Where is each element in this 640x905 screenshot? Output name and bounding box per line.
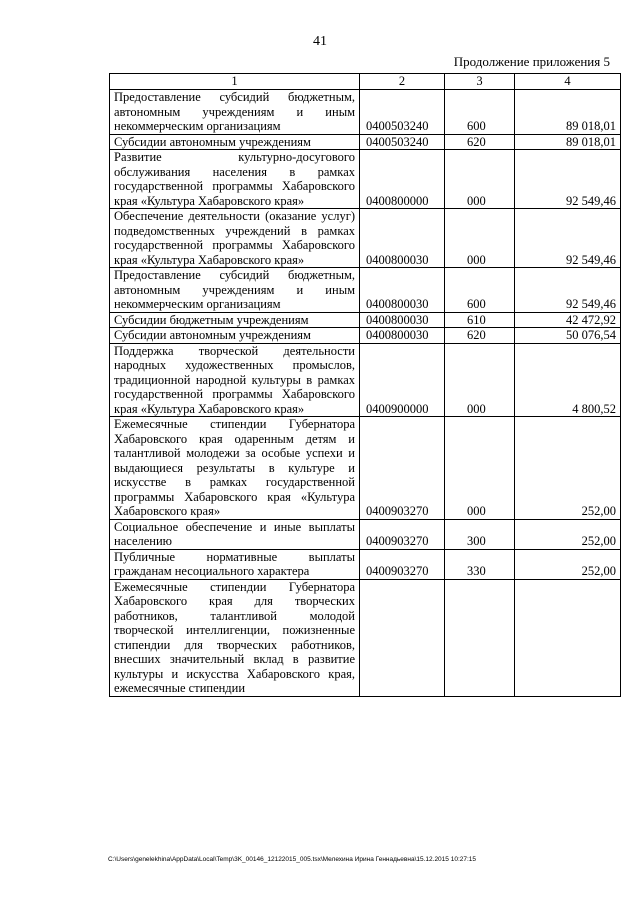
- expense-type-cell: 620: [445, 328, 515, 344]
- expense-type-cell: [445, 579, 515, 696]
- table-row: [110, 209, 621, 268]
- target-article-cell: 0400800030: [360, 328, 445, 344]
- expense-type-cell: 610: [445, 312, 515, 328]
- target-article-cell: 0400903270: [360, 549, 445, 579]
- expense-type-cell: 300: [445, 519, 515, 549]
- amount-cell: 92 549,46: [515, 150, 621, 209]
- amount-cell: 89 018,01: [515, 134, 621, 150]
- amount-cell: 252,00: [515, 519, 621, 549]
- amount-cell: 92 549,46: [515, 209, 621, 268]
- table-row: [110, 328, 621, 344]
- target-article-cell: 0400503240: [360, 90, 445, 135]
- table-row: [110, 90, 621, 135]
- row-name-cell: Поддержка творческой деятельности народных художественных промыслов, традиционной народной культуры в рамках государственной программы Хабаровского края «Культура Хабаровского края»: [110, 343, 360, 417]
- target-article-cell: 0400903270: [360, 519, 445, 549]
- table-row: [110, 417, 621, 520]
- column-header-2: 2: [360, 74, 445, 90]
- expense-type-cell: 330: [445, 549, 515, 579]
- target-article-cell: 0400903270: [360, 417, 445, 520]
- row-name-cell: Обеспечение деятельности (оказание услуг) подведомственных учреждений в рамках государственной программы Хабаровского края «Культура Хабаровского края»: [110, 209, 360, 268]
- expense-type-cell: 000: [445, 209, 515, 268]
- amount-cell: 50 076,54: [515, 328, 621, 344]
- amount-cell: 252,00: [515, 549, 621, 579]
- amount-cell: 89 018,01: [515, 90, 621, 135]
- expense-type-cell: 000: [445, 343, 515, 417]
- column-header-4: 4: [515, 74, 621, 90]
- table-row: [110, 268, 621, 313]
- row-name-cell: Субсидии бюджетным учреждениям: [110, 312, 360, 328]
- expense-type-cell: 600: [445, 268, 515, 313]
- row-name-cell: Предоставление субсидий бюджетным, автономным учреждениям и иным некоммерческим организациям: [110, 268, 360, 313]
- row-name-cell: Субсидии автономным учреждениям: [110, 328, 360, 344]
- table-row: [110, 579, 621, 696]
- target-article-cell: 0400800000: [360, 150, 445, 209]
- amount-cell: 92 549,46: [515, 268, 621, 313]
- target-article-cell: 0400800030: [360, 209, 445, 268]
- amount-cell: 4 800,52: [515, 343, 621, 417]
- row-name-cell: Социальное обеспечение и иные выплаты населению: [110, 519, 360, 549]
- expense-type-cell: 600: [445, 90, 515, 135]
- expense-type-cell: 000: [445, 417, 515, 520]
- amount-cell: 252,00: [515, 417, 621, 520]
- expense-type-cell: 620: [445, 134, 515, 150]
- appendix-continuation-note: Продолжение приложения 5: [453, 54, 610, 69]
- table-row: [110, 343, 621, 417]
- table-row: [110, 519, 621, 549]
- amount-cell: 42 472,92: [515, 312, 621, 328]
- page-number: 41: [313, 34, 327, 49]
- column-header-3: 3: [445, 74, 515, 90]
- row-name-cell: Ежемесячные стипендии Губернатора Хабаровского края для творческих работников, талантливой молодой творческой интеллигенции, пожизненные стипендии для творческих работников, внесших значительный вклад в развитие культуры и искусства Хабаровского края, ежемесячные стипендии: [110, 579, 360, 696]
- target-article-cell: 0400503240: [360, 134, 445, 150]
- budget-table: [109, 73, 621, 697]
- table-row: [110, 312, 621, 328]
- target-article-cell: 0400800030: [360, 312, 445, 328]
- target-article-cell: [360, 579, 445, 696]
- budget-table-body: [110, 74, 621, 697]
- target-article-cell: 0400800030: [360, 268, 445, 313]
- amount-cell: [515, 579, 621, 696]
- table-row: [110, 150, 621, 209]
- footer-file-path: C:\Users\genelekhina\AppData\Local\Temp\3K_00146_12122015_005.tsx\Мелехина Ирина Геннадьевна\15.12.2015 10:27:15: [108, 856, 477, 863]
- column-header-1: 1: [110, 74, 360, 90]
- row-name-cell: Развитие культурно-досугового обслуживания населения в рамках государственной программы Хабаровского края «Культура Хабаровского края»: [110, 150, 360, 209]
- table-row: [110, 549, 621, 579]
- expense-type-cell: 000: [445, 150, 515, 209]
- row-name-cell: Публичные нормативные выплаты гражданам несоциального характера: [110, 549, 360, 579]
- target-article-cell: 0400900000: [360, 343, 445, 417]
- table-header-row: [110, 74, 621, 90]
- table-row: [110, 134, 621, 150]
- row-name-cell: Ежемесячные стипендии Губернатора Хабаровского края одаренным детям и талантливой молодежи за особые успехи и выдающиеся результаты в культуре и искусстве в рамках государственной программы Хабаровского края «Культура Хабаровского края»: [110, 417, 360, 520]
- row-name-cell: Предоставление субсидий бюджетным, автономным учреждениям и иным некоммерческим организациям: [110, 90, 360, 135]
- row-name-cell: Субсидии автономным учреждениям: [110, 134, 360, 150]
